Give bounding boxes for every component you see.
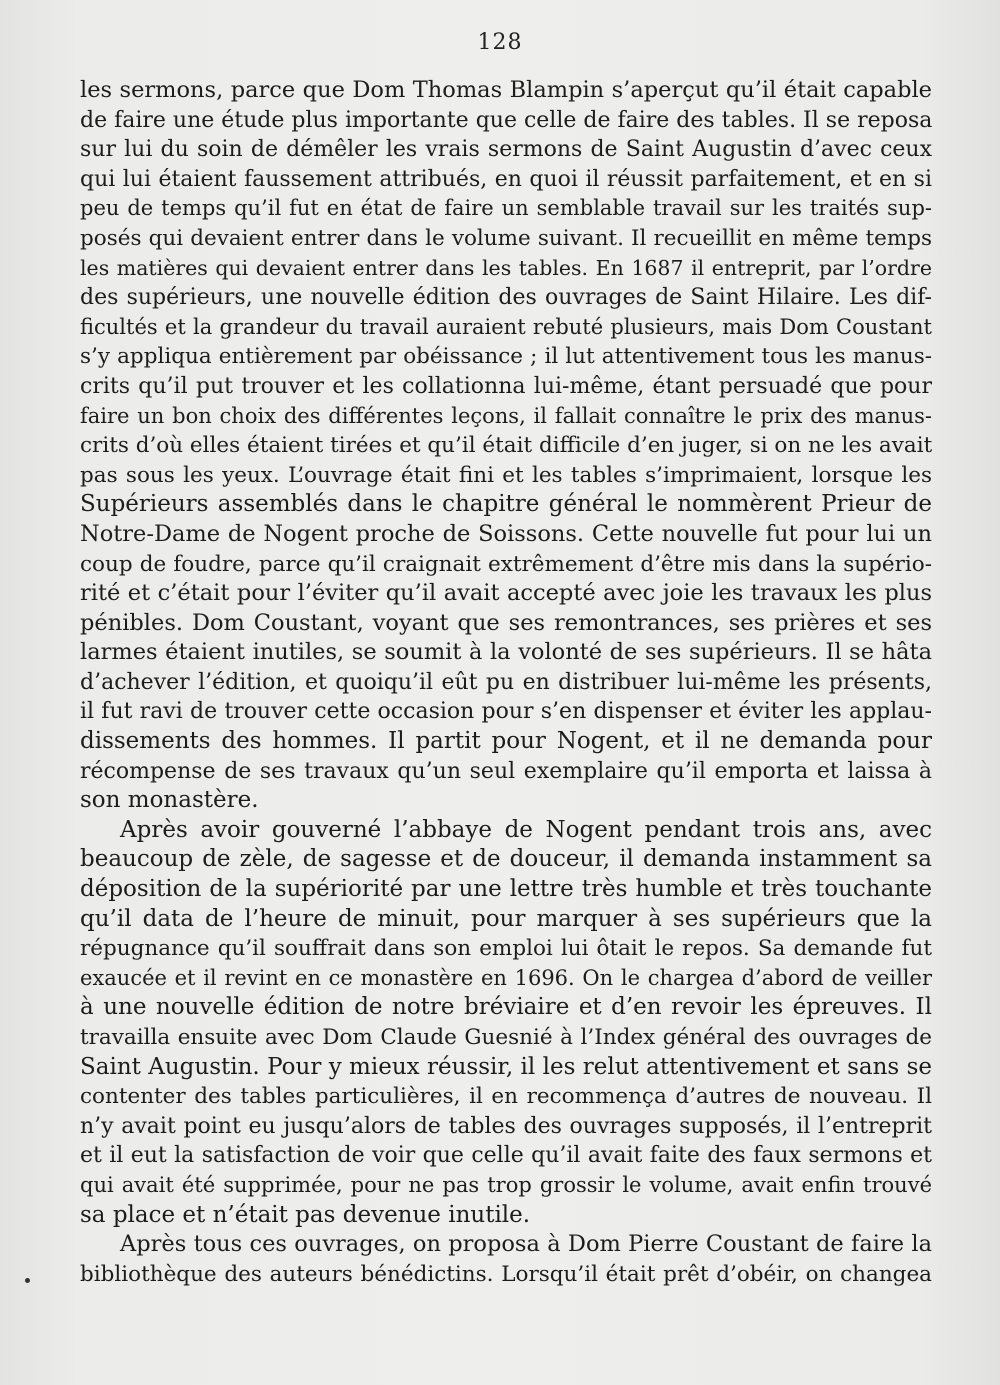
text-line: Supérieurs assemblés dans le chapitre général le nommèrent Prieur de bbox=[80, 491, 932, 518]
text-line: ficultés et la grandeur du travail auraient rebuté plusieurs, mais Dom Coustant bbox=[80, 314, 932, 339]
text-line: son monastère. bbox=[80, 787, 259, 814]
body-text bbox=[80, 76, 932, 1289]
text-line: n’y avait point eu jusqu’alors de tables des ouvrages supposés, il l’entreprit bbox=[80, 1113, 932, 1139]
text-line: crits qu’il put trouver et les collationna lui-même, étant persuadé que pour bbox=[80, 373, 932, 399]
text-line: s’y appliqua entièrement par obéissance ; il lut attentivement tous les manus- bbox=[80, 344, 932, 370]
text-line: de faire une étude plus importante que celle de faire des tables. Il se reposa bbox=[80, 107, 932, 133]
text-line: beaucoup de zèle, de sagesse et de douceur, il demanda instamment sa bbox=[80, 846, 932, 873]
text-line: larmes étaient inutiles, se soumit à la volonté de ses supérieurs. Il se hâta bbox=[80, 639, 932, 666]
text-line: à une nouvelle édition de notre bréviaire et d’en revoir les épreuves. Il bbox=[80, 994, 932, 1021]
text-line: exaucée et il revint en ce monastère en 1696. On le chargea d’abord de veiller bbox=[80, 965, 932, 990]
text-line: répugnance qu’il souffrait dans son emploi lui ôtait le repos. Sa demande fut bbox=[80, 936, 932, 962]
text-line: d’achever l’édition, et quoiqu’il eût pu en distribuer lui-même les présents, bbox=[80, 669, 932, 695]
text-line: sa place et n’était pas devenue inutile. bbox=[80, 1201, 531, 1228]
text-line: Après avoir gouverné l’abbaye de Nogent pendant trois ans, avec bbox=[120, 816, 932, 843]
text-line: les sermons, parce que Dom Thomas Blampin s’aperçut qu’il était capable bbox=[80, 77, 932, 103]
text-line: qui lui étaient faussement attribués, en quoi il réussit parfaitement, et en si bbox=[80, 166, 932, 192]
margin-mark bbox=[25, 1278, 30, 1283]
text-line: rité et c’était pour l’éviter qu’il avait accepté avec joie les travaux les plus bbox=[80, 580, 932, 607]
text-line: les matières qui devaient entrer dans les tables. En 1687 il entreprit, par l’ordre bbox=[80, 255, 932, 280]
text-line: Après tous ces ouvrages, on proposa à Dom Pierre Coustant de faire la bbox=[120, 1231, 932, 1258]
text-line: Notre-Dame de Nogent proche de Soissons. Cette nouvelle fut pour lui un bbox=[80, 520, 932, 547]
text-line: pénibles. Dom Coustant, voyant que ses remontrances, ses prières et ses bbox=[80, 609, 932, 636]
text-line: des supérieurs, une nouvelle édition des ouvrages de Saint Hilaire. Les dif- bbox=[80, 285, 932, 311]
text-line: coup de foudre, parce qu’il craignait extrêmement d’être mis dans la supério- bbox=[80, 551, 932, 577]
text-line: faire un bon choix des différentes leçons, il fallait connaître le prix des manus- bbox=[80, 403, 932, 428]
text-line: peu de temps qu’il fut en état de faire un semblable travail sur les traités sup- bbox=[80, 196, 932, 221]
text-line: bibliothèque des auteurs bénédictins. Lorsqu’il était prêt d’obéir, on changea bbox=[80, 1261, 932, 1287]
text-line: travailla ensuite avec Dom Claude Guesnié à l’Index général des ouvrages de bbox=[80, 1025, 932, 1050]
text-line: contenter des tables particulières, il en recommença d’autres de nouveau. Il bbox=[80, 1084, 932, 1110]
text-line: qui avait été supprimée, pour ne pas trop grossir le volume, avait enfin trouvé bbox=[80, 1172, 932, 1197]
text-line: sur lui du soin de démêler les vrais sermons de Saint Augustin d’avec ceux bbox=[80, 137, 932, 163]
text-line: pas sous les yeux. L’ouvrage était fini et les tables s’imprimaient, lorsque les bbox=[80, 462, 932, 488]
text-line: dissements des hommes. Il partit pour Nogent, et il ne demanda pour bbox=[80, 728, 932, 755]
text-line: et il eut la satisfaction de voir que celle qu’il avait faite des faux sermons et bbox=[80, 1143, 932, 1169]
text-line: Saint Augustin. Pour y mieux réussir, il les relut attentivement et sans se bbox=[80, 1053, 932, 1080]
text-line: il fut ravi de trouver cette occasion pour s’en dispenser et éviter les applau- bbox=[80, 699, 932, 725]
text-line: posés qui devaient entrer dans le volume suivant. Il recueillit en même temps bbox=[80, 225, 932, 251]
text-line: crits d’où elles étaient tirées et qu’il était difficile d’en juger, si on ne les avait bbox=[80, 433, 932, 459]
text-line: déposition de la supériorité par une lettre très humble et très touchante bbox=[80, 876, 932, 903]
text-line: récompense de ses travaux qu’un seul exemplaire qu’il emporta et laissa à bbox=[80, 758, 932, 784]
page-number: 128 bbox=[477, 30, 523, 55]
text-line: qu’il data de l’heure de minuit, pour marquer à ses supérieurs que la bbox=[80, 905, 932, 932]
